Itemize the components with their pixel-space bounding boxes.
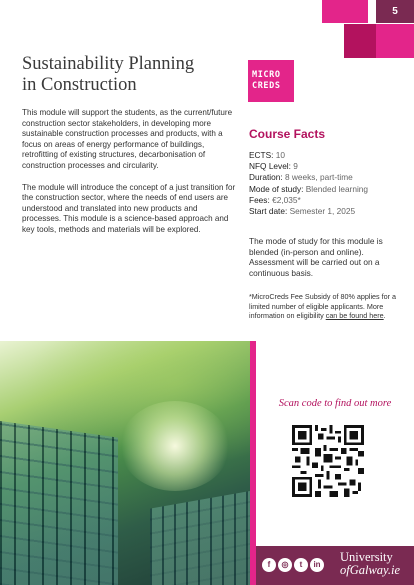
sunlight-glow xyxy=(120,401,230,491)
fact-label: NFQ Level: xyxy=(249,161,291,172)
instagram-icon[interactable]: ◎ xyxy=(278,558,292,572)
fact-value: 8 weeks, part-time xyxy=(284,172,353,183)
eligibility-link[interactable]: can be found here xyxy=(325,311,384,320)
fact-label: ECTS: xyxy=(249,150,274,160)
fact-duration xyxy=(249,172,409,183)
fact-nfq xyxy=(249,161,409,172)
fact-value: 9 xyxy=(293,161,298,172)
footer-bar xyxy=(256,546,414,585)
fact-mode xyxy=(249,184,409,195)
fact-label: Fees: xyxy=(249,194,270,205)
course-facts-heading: Course Facts xyxy=(249,127,326,141)
page-number: 5 xyxy=(376,0,414,23)
university-line-1: University xyxy=(340,550,393,564)
linkedin-icon[interactable]: in xyxy=(310,558,324,572)
intro-text xyxy=(22,108,237,247)
glass-facade-right xyxy=(150,491,250,585)
fact-value: Semester 1, 2025 xyxy=(289,206,356,217)
microcreds-logo xyxy=(248,60,294,102)
fact-label: Start date: xyxy=(249,206,288,217)
intro-paragraph-1: This module will support the students, as the current/future construction sector stakeholders, in developing more sustainable construction processes and products, with a focus on areas of energy performance of buildings, retrofitting of existing structures, decarbonisation of construction processes and circularity. xyxy=(22,108,233,170)
fact-ects xyxy=(249,150,409,161)
fact-label: Mode of study: xyxy=(249,183,304,194)
page-title xyxy=(22,54,242,96)
title-line-2: in Construction xyxy=(22,75,137,95)
twitter-icon[interactable]: t xyxy=(294,558,308,572)
building-forest-photo xyxy=(0,341,250,585)
fact-value: 10 xyxy=(275,150,285,160)
logo-line-1: MICRO xyxy=(252,70,281,80)
subsidy-text: *MicroCreds Fee Subsidy of 80% applies for a limited number of eligible applicants. More information on eligibility xyxy=(249,292,397,320)
fact-start xyxy=(249,206,409,217)
subsidy-end: . xyxy=(383,311,386,320)
fact-label: Duration: xyxy=(249,172,283,183)
decor-block-3 xyxy=(376,24,414,58)
fact-value: Blended learning xyxy=(305,183,369,194)
decor-block-2 xyxy=(344,24,376,58)
fact-value: €2,035* xyxy=(272,194,301,205)
facebook-icon[interactable]: f xyxy=(262,558,276,572)
scan-prompt: Scan code to find out more xyxy=(278,398,392,409)
fact-fees xyxy=(249,195,409,206)
subsidy-note xyxy=(249,292,411,321)
decor-block-1 xyxy=(322,0,368,23)
university-logo[interactable] xyxy=(340,551,400,577)
logo-line-2: CREDS xyxy=(252,81,281,91)
course-facts-list xyxy=(249,150,409,217)
title-line-1: Sustainability Planning xyxy=(22,54,195,74)
mode-note: The mode of study for this module is blended (in-person and online). Assessment will be carried out on a continuous basis. xyxy=(249,236,383,279)
university-line-2: ofGalway.ie xyxy=(340,563,401,577)
intro-paragraph-2: The module will introduce the concept of a just transition for the construction sector, where the needs of end users are understood and translated into new products and processes. This module is a science-based approach and key tools, methods and materials will be explored. xyxy=(22,182,236,234)
glass-facade-left xyxy=(0,421,118,585)
qr-code[interactable] xyxy=(292,425,364,497)
